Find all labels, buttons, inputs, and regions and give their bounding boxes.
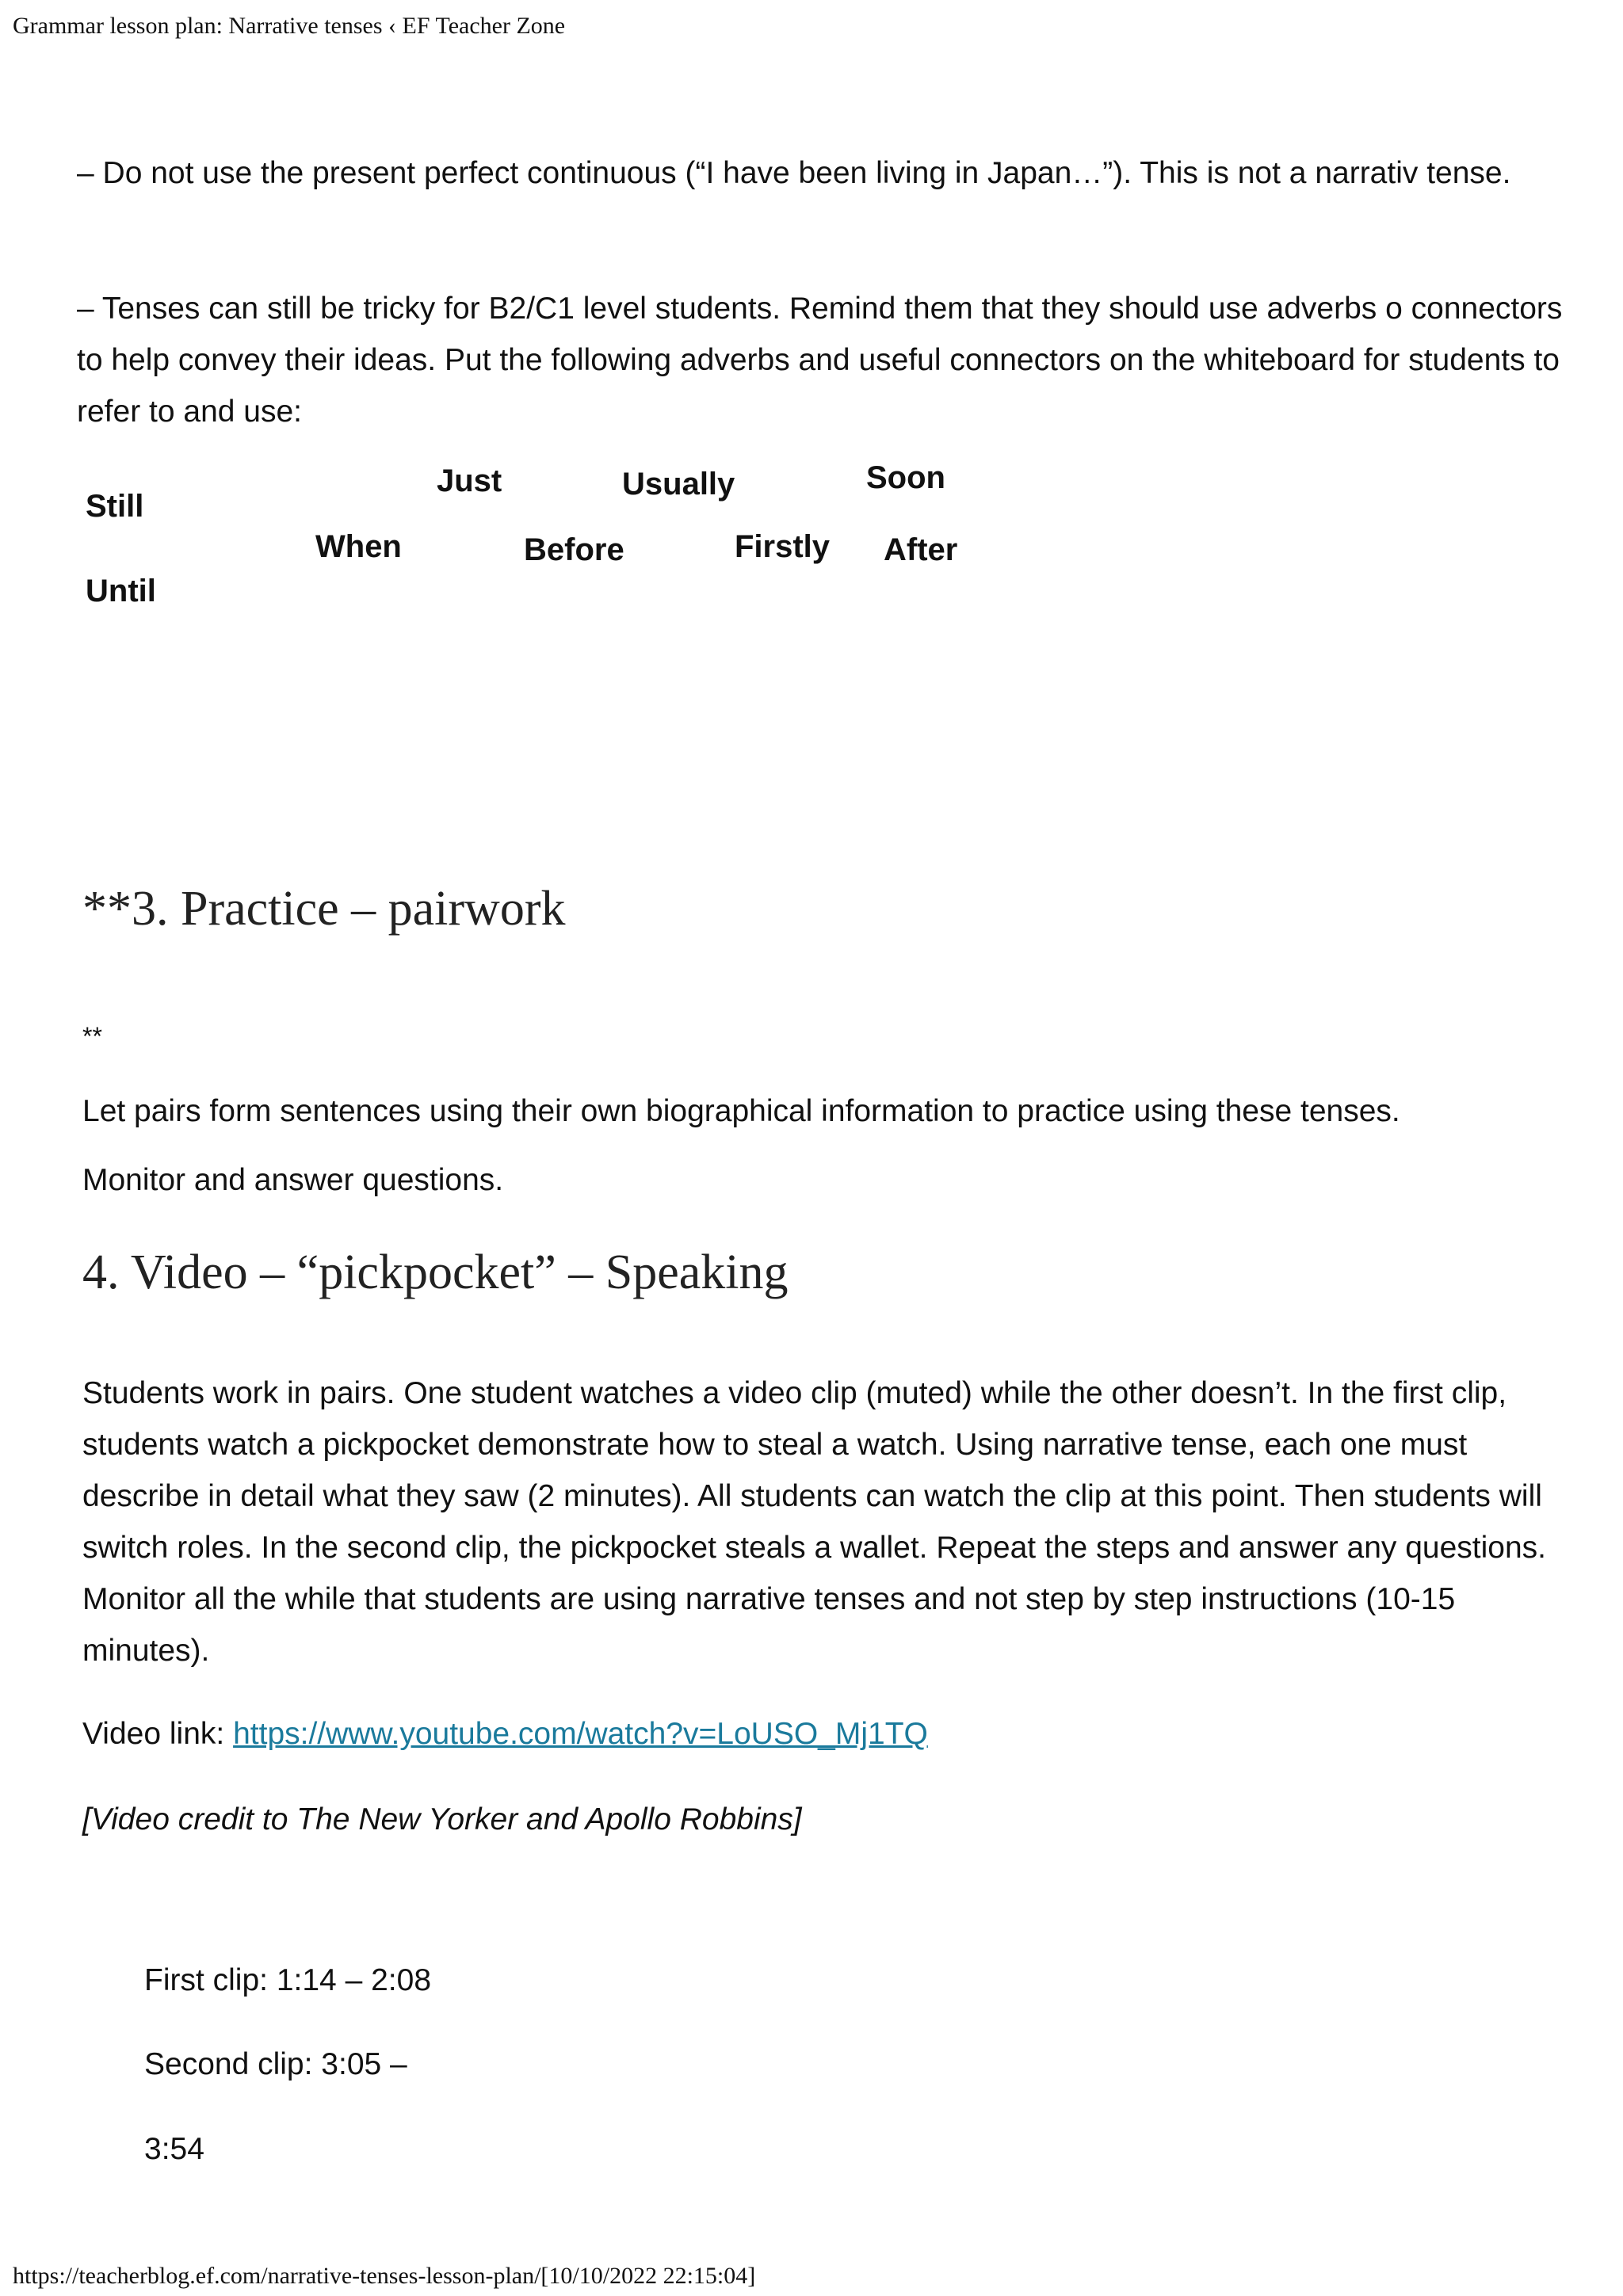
word-after: After bbox=[884, 532, 958, 567]
word-usually: Usually bbox=[622, 467, 735, 502]
monitor-instruction: Monitor and answer questions. bbox=[82, 1163, 504, 1197]
second-clip-time: Second clip: 3:05 – bbox=[144, 2047, 407, 2081]
adverbs-connectors-note: – Tenses can still be tricky for B2/C1 level students. Remind them that they should use adverbs o connectors to help convey their ideas. Put the following adverbs and useful connectors on the whiteboard for students to refer to and use: bbox=[77, 292, 1563, 429]
pairs-instruction: Let pairs form sentences using their own biographical information to practice using these tenses. bbox=[82, 1094, 1400, 1128]
word-just: Just bbox=[437, 463, 502, 498]
word-when: When bbox=[315, 529, 402, 564]
word-firstly: Firstly bbox=[735, 529, 831, 564]
word-soon: Soon bbox=[866, 460, 945, 495]
narrative-tense-note: – Do not use the present perfect continuous (“I have been living in Japan…”). This is not a narrativ tense. bbox=[77, 156, 1511, 190]
video-link-label: Video link: bbox=[82, 1717, 234, 1751]
video-credit: [Video credit to The New Yorker and Apollo Robbins] bbox=[82, 1802, 802, 1836]
word-before: Before bbox=[524, 532, 624, 567]
print-header-title: Grammar lesson plan: Narrative tenses ‹ EF Teacher Zone bbox=[13, 13, 566, 39]
video-activity-description: Students work in pairs. One student watches a video clip (muted) while the other doesn’t. In the first clip, students watch a pickpocket demonstrate how to steal a watch. Using narrative tense, each one must describe in detail what they saw (2 minutes). All students can watch the clip at this point. Then students will switch roles. In the second clip, the pickpocket steals a wallet. Repeat the steps and answer any questions. Monitor all the while that students are using narrative tenses and not step by step instructions (10-15 minutes). bbox=[82, 1376, 1547, 1668]
first-clip-time: First clip: 1:14 – 2:08 bbox=[144, 1963, 432, 1997]
word-until: Until bbox=[86, 574, 156, 608]
print-footer-url: https://teacherblog.ef.com/narrative-tenses-lesson-plan/[10/10/2022 22:15:04] bbox=[13, 2263, 756, 2289]
video-link[interactable]: https://www.youtube.com/watch?v=LoUSO_Mj1TQ bbox=[233, 1717, 928, 1751]
second-clip-end-time: 3:54 bbox=[144, 2132, 204, 2166]
word-still: Still bbox=[86, 489, 144, 524]
video-link-line bbox=[82, 1708, 928, 1760]
stray-asterisks: ** bbox=[82, 1022, 102, 1051]
practice-heading: **3. Practice – pairwork bbox=[82, 882, 566, 936]
video-heading: 4. Video – “pickpocket” – Speaking bbox=[82, 1245, 789, 1299]
